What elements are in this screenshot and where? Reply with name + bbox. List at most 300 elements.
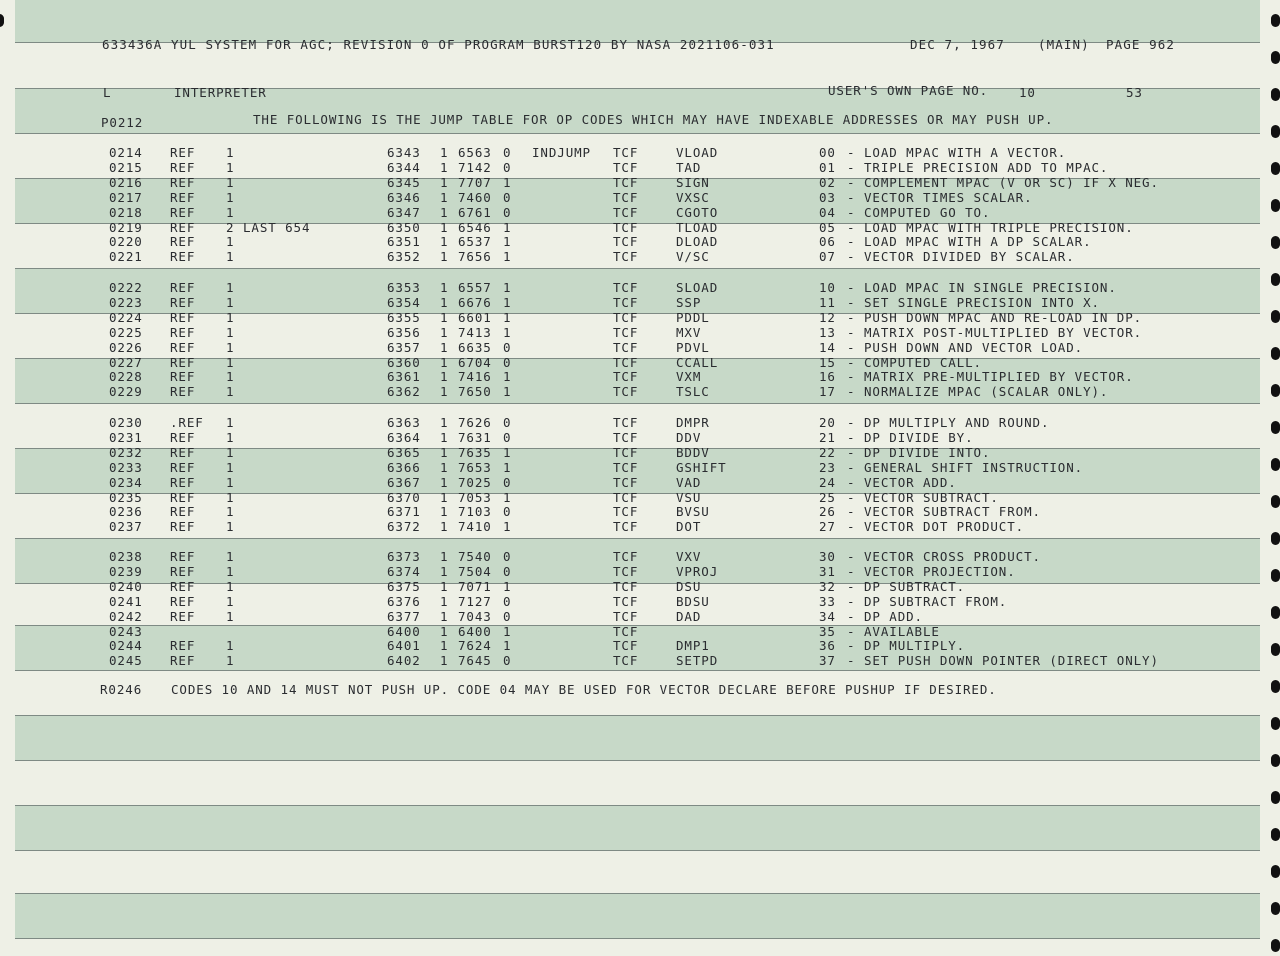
- cell-word: 6400: [458, 624, 492, 639]
- cell-addr: 6367: [387, 475, 421, 490]
- cell-addr: 6343: [387, 145, 421, 160]
- cell-op: TCF: [613, 445, 639, 460]
- cell-parity: 0: [503, 504, 512, 519]
- cell-comment: DP MULTIPLY AND ROUND.: [864, 415, 1050, 430]
- cell-refcount: 1: [226, 594, 235, 609]
- feed-hole: [1271, 680, 1280, 693]
- cell-addr: 6366: [387, 460, 421, 475]
- cell-comment: VECTOR TIMES SCALAR.: [864, 190, 1033, 205]
- footer-note: CODES 10 AND 14 MUST NOT PUSH UP. CODE 04 MAY BE USED FOR VECTOR DECLARE BEFORE PUSHUP IF DESIRED.: [171, 682, 997, 697]
- cell-ref: REF: [170, 653, 196, 668]
- cell-code: 20: [819, 415, 836, 430]
- cell-refcount: 1: [226, 490, 235, 505]
- cell-comment: DP ADD.: [864, 609, 923, 624]
- cell-ref: REF: [170, 220, 196, 235]
- cell-code: 14: [819, 340, 836, 355]
- greenbar-rule: [15, 850, 1260, 851]
- cell-comment: COMPLEMENT MPAC (V OR SC) IF X NEG.: [864, 175, 1159, 190]
- feed-hole: [1271, 310, 1280, 323]
- cell-comment: DP SUBTRACT.: [864, 579, 966, 594]
- cell-operand: GSHIFT: [676, 460, 727, 475]
- code-separator: -: [847, 564, 856, 579]
- cell-ref: REF: [170, 504, 196, 519]
- cell-ref: REF: [170, 175, 196, 190]
- cell-bank: 1: [440, 325, 449, 340]
- cell-op: TCF: [613, 205, 639, 220]
- code-separator: -: [847, 519, 856, 534]
- cell-op: TCF: [613, 340, 639, 355]
- cell-addr: 6376: [387, 594, 421, 609]
- cell-word: 7410: [458, 519, 492, 534]
- cell-addr: 6364: [387, 430, 421, 445]
- cell-addr: 6361: [387, 369, 421, 384]
- cell-word: 7645: [458, 653, 492, 668]
- cell-comment: COMPUTED GO TO.: [864, 205, 991, 220]
- feed-hole: [1271, 495, 1280, 508]
- code-separator: -: [847, 249, 856, 264]
- cell-comment: VECTOR ADD.: [864, 475, 957, 490]
- cell-refcount: 2: [226, 220, 235, 235]
- cell-word: 7650: [458, 384, 492, 399]
- cell-refcount: 1: [226, 430, 235, 445]
- cell-parity: 1: [503, 638, 512, 653]
- cell-code: 23: [819, 460, 836, 475]
- cell-op: TCF: [613, 624, 639, 639]
- cell-line: 0243: [109, 624, 143, 639]
- cell-addr: 6370: [387, 490, 421, 505]
- cell-comment: DP DIVIDE BY.: [864, 430, 974, 445]
- cell-addr: 6362: [387, 384, 421, 399]
- cell-word: 6761: [458, 205, 492, 220]
- cell-line: 0228: [109, 369, 143, 384]
- cell-parity: 0: [503, 475, 512, 490]
- cell-operand: TAD: [676, 160, 702, 175]
- cell-bank: 1: [440, 355, 449, 370]
- cell-refcount: 1: [226, 638, 235, 653]
- cell-code: 32: [819, 579, 836, 594]
- cell-comment: MATRIX PRE-MULTIPLIED BY VECTOR.: [864, 369, 1134, 384]
- cell-parity: 1: [503, 369, 512, 384]
- greenbar-band: [15, 805, 1260, 850]
- cell-comment: VECTOR CROSS PRODUCT.: [864, 549, 1041, 564]
- cell-comment: COMPUTED CALL.: [864, 355, 982, 370]
- log-page-number: 53: [1126, 85, 1143, 100]
- cell-code: 03: [819, 190, 836, 205]
- users-page-label: USER'S OWN PAGE NO.: [828, 83, 989, 98]
- cell-op: TCF: [613, 415, 639, 430]
- code-separator: -: [847, 430, 856, 445]
- greenbar-rule: [15, 133, 1260, 134]
- feed-hole: [1271, 347, 1280, 360]
- cell-op: TCF: [613, 175, 639, 190]
- cell-bank: 1: [440, 430, 449, 445]
- code-separator: -: [847, 325, 856, 340]
- cell-ref: REF: [170, 234, 196, 249]
- code-separator: -: [847, 504, 856, 519]
- cell-addr: 6345: [387, 175, 421, 190]
- cell-code: 16: [819, 369, 836, 384]
- cell-bank: 1: [440, 190, 449, 205]
- cell-op: TCF: [613, 638, 639, 653]
- cell-operand: DOT: [676, 519, 702, 534]
- cell-code: 10: [819, 280, 836, 295]
- cell-ref: REF: [170, 475, 196, 490]
- cell-line: 0232: [109, 445, 143, 460]
- cell-bank: 1: [440, 519, 449, 534]
- cell-bank: 1: [440, 369, 449, 384]
- cell-word: 7142: [458, 160, 492, 175]
- cell-comment: SET PUSH DOWN POINTER (DIRECT ONLY): [864, 653, 1159, 668]
- cell-word: 7071: [458, 579, 492, 594]
- code-separator: -: [847, 310, 856, 325]
- cell-op: TCF: [613, 160, 639, 175]
- cell-addr: 6344: [387, 160, 421, 175]
- code-separator: -: [847, 220, 856, 235]
- cell-op: TCF: [613, 190, 639, 205]
- cell-ref: REF: [170, 249, 196, 264]
- cell-bank: 1: [440, 295, 449, 310]
- cell-addr: 6401: [387, 638, 421, 653]
- cell-bank: 1: [440, 653, 449, 668]
- feed-hole: [1271, 125, 1280, 138]
- feed-hole: [1271, 458, 1280, 471]
- cell-code: 13: [819, 325, 836, 340]
- cell-op: TCF: [613, 564, 639, 579]
- code-separator: -: [847, 384, 856, 399]
- cell-code: 15: [819, 355, 836, 370]
- listing-section: (MAIN): [1038, 37, 1090, 52]
- cell-bank: 1: [440, 475, 449, 490]
- cell-word: 7043: [458, 609, 492, 624]
- cell-parity: 0: [503, 594, 512, 609]
- cell-word: 7635: [458, 445, 492, 460]
- cell-word: 7653: [458, 460, 492, 475]
- cell-operand: MXV: [676, 325, 702, 340]
- cell-comment: VECTOR SUBTRACT.: [864, 490, 999, 505]
- cell-ref: REF: [170, 280, 196, 295]
- code-separator: -: [847, 280, 856, 295]
- cell-code: 07: [819, 249, 836, 264]
- cell-comment: LOAD MPAC WITH A VECTOR.: [864, 145, 1067, 160]
- cell-addr: 6354: [387, 295, 421, 310]
- cell-line: 0219: [109, 220, 143, 235]
- cell-refcount: 1: [226, 460, 235, 475]
- cell-parity: 0: [503, 160, 512, 175]
- cell-line: 0231: [109, 430, 143, 445]
- cell-operand: DMPR: [676, 415, 710, 430]
- cell-ref: REF: [170, 295, 196, 310]
- cell-word: 7127: [458, 594, 492, 609]
- cell-comment: DP DIVIDE INTO.: [864, 445, 991, 460]
- code-separator: -: [847, 145, 856, 160]
- cell-bank: 1: [440, 445, 449, 460]
- cell-addr: 6363: [387, 415, 421, 430]
- cell-code: 30: [819, 549, 836, 564]
- cell-op: TCF: [613, 355, 639, 370]
- cell-parity: 1: [503, 490, 512, 505]
- cell-op: TCF: [613, 519, 639, 534]
- cell-line: 0237: [109, 519, 143, 534]
- cell-bank: 1: [440, 549, 449, 564]
- feed-hole: [1271, 754, 1280, 767]
- cell-addr: 6374: [387, 564, 421, 579]
- cell-bank: 1: [440, 310, 449, 325]
- code-separator: -: [847, 609, 856, 624]
- cell-parity: 1: [503, 295, 512, 310]
- cell-bank: 1: [440, 220, 449, 235]
- cell-ref: REF: [170, 355, 196, 370]
- intro-line-number: P0212: [101, 115, 144, 130]
- code-separator: -: [847, 340, 856, 355]
- cell-operand: DSU: [676, 579, 702, 594]
- cell-parity: 1: [503, 234, 512, 249]
- cell-label: INDJUMP: [532, 145, 591, 160]
- cell-ref: REF: [170, 160, 196, 175]
- cell-operand: VXV: [676, 549, 702, 564]
- cell-refcount: 1: [226, 280, 235, 295]
- cell-op: TCF: [613, 594, 639, 609]
- cell-refcount: 1: [226, 325, 235, 340]
- cell-parity: 1: [503, 384, 512, 399]
- cell-line: 0220: [109, 234, 143, 249]
- feed-hole: [1271, 532, 1280, 545]
- cell-word: 6704: [458, 355, 492, 370]
- cell-operand: BVSU: [676, 504, 710, 519]
- greenbar-band: [15, 715, 1260, 760]
- cell-refcount: 1: [226, 234, 235, 249]
- cell-refcount: 1: [226, 609, 235, 624]
- cell-addr: 6373: [387, 549, 421, 564]
- cell-ref: REF: [170, 205, 196, 220]
- cell-code: 36: [819, 638, 836, 653]
- cell-addr: 6350: [387, 220, 421, 235]
- cell-addr: 6402: [387, 653, 421, 668]
- cell-addr: 6375: [387, 579, 421, 594]
- greenbar-rule: [15, 670, 1260, 671]
- cell-parity: 0: [503, 145, 512, 160]
- cell-addr: 6377: [387, 609, 421, 624]
- cell-parity: 1: [503, 519, 512, 534]
- greenbar-rule: [15, 268, 1260, 269]
- cell-operand: DAD: [676, 609, 702, 624]
- cell-addr: 6346: [387, 190, 421, 205]
- cell-parity: 0: [503, 190, 512, 205]
- cell-operand: VAD: [676, 475, 702, 490]
- cell-parity: 0: [503, 549, 512, 564]
- cell-code: 24: [819, 475, 836, 490]
- cell-parity: 1: [503, 249, 512, 264]
- code-separator: -: [847, 624, 856, 639]
- cell-bank: 1: [440, 490, 449, 505]
- cell-addr: 6372: [387, 519, 421, 534]
- feed-hole: [1271, 606, 1280, 619]
- cell-line: 0216: [109, 175, 143, 190]
- cell-ref: REF: [170, 490, 196, 505]
- cell-line: 0218: [109, 205, 143, 220]
- cell-code: 21: [819, 430, 836, 445]
- cell-comment: MATRIX POST-MULTIPLIED BY VECTOR.: [864, 325, 1143, 340]
- greenbar-rule: [15, 715, 1260, 716]
- cell-parity: 1: [503, 624, 512, 639]
- code-separator: -: [847, 445, 856, 460]
- cell-addr: 6400: [387, 624, 421, 639]
- cell-comment: DP MULTIPLY.: [864, 638, 966, 653]
- cell-operand: VLOAD: [676, 145, 719, 160]
- cell-code: 35: [819, 624, 836, 639]
- cell-bank: 1: [440, 384, 449, 399]
- cell-operand: SIGN: [676, 175, 710, 190]
- cell-op: TCF: [613, 310, 639, 325]
- cell-parity: 0: [503, 355, 512, 370]
- greenbar-rule: [15, 760, 1260, 761]
- cell-code: 33: [819, 594, 836, 609]
- cell-line: 0227: [109, 355, 143, 370]
- cell-operand: BDSU: [676, 594, 710, 609]
- page-number: PAGE 962: [1106, 37, 1176, 52]
- cell-bank: 1: [440, 579, 449, 594]
- cell-refcount: 1: [226, 175, 235, 190]
- cell-code: 22: [819, 445, 836, 460]
- cell-ref: REF: [170, 190, 196, 205]
- cell-bank: 1: [440, 415, 449, 430]
- cell-bank: 1: [440, 638, 449, 653]
- cell-comment: GENERAL SHIFT INSTRUCTION.: [864, 460, 1084, 475]
- cell-refcount: 1: [226, 160, 235, 175]
- cell-operand: SSP: [676, 295, 702, 310]
- cell-word: 7413: [458, 325, 492, 340]
- cell-line: 0242: [109, 609, 143, 624]
- cell-comment: TRIPLE PRECISION ADD TO MPAC.: [864, 160, 1109, 175]
- cell-parity: 1: [503, 310, 512, 325]
- cell-code: 11: [819, 295, 836, 310]
- feed-hole: [1271, 865, 1280, 878]
- log-section-name: INTERPRETER: [174, 85, 267, 100]
- cell-code: 26: [819, 504, 836, 519]
- cell-refcount: 1: [226, 504, 235, 519]
- cell-bank: 1: [440, 624, 449, 639]
- cell-code: 27: [819, 519, 836, 534]
- cell-line: 0245: [109, 653, 143, 668]
- cell-comment: PUSH DOWN MPAC AND RE-LOAD IN DP.: [864, 310, 1143, 325]
- cell-op: TCF: [613, 280, 639, 295]
- cell-operand: DMP1: [676, 638, 710, 653]
- cell-word: 7460: [458, 190, 492, 205]
- cell-code: 00: [819, 145, 836, 160]
- cell-line: 0223: [109, 295, 143, 310]
- cell-operand: BDDV: [676, 445, 710, 460]
- cell-bank: 1: [440, 280, 449, 295]
- cell-refcount: 1: [226, 340, 235, 355]
- cell-op: TCF: [613, 653, 639, 668]
- cell-code: 04: [819, 205, 836, 220]
- cell-bank: 1: [440, 564, 449, 579]
- footer-line-number: R0246: [100, 682, 143, 697]
- feed-hole: [1271, 199, 1280, 212]
- cell-operand: SLOAD: [676, 280, 719, 295]
- cell-word: 6601: [458, 310, 492, 325]
- feed-hole: [1271, 421, 1280, 434]
- cell-ref: REF: [170, 325, 196, 340]
- cell-ref: REF: [170, 579, 196, 594]
- cell-refcount: 1: [226, 190, 235, 205]
- cell-refcount: 1: [226, 653, 235, 668]
- cell-line: 0236: [109, 504, 143, 519]
- cell-op: TCF: [613, 384, 639, 399]
- cell-op: TCF: [613, 369, 639, 384]
- feed-hole: [1271, 791, 1280, 804]
- cell-addr: 6360: [387, 355, 421, 370]
- code-separator: -: [847, 549, 856, 564]
- cell-op: TCF: [613, 460, 639, 475]
- cell-ref: REF: [170, 369, 196, 384]
- cell-word: 7631: [458, 430, 492, 445]
- feed-hole: [0, 14, 4, 27]
- cell-word: 7103: [458, 504, 492, 519]
- cell-word: 7656: [458, 249, 492, 264]
- cell-line: 0230: [109, 415, 143, 430]
- cell-word: 7707: [458, 175, 492, 190]
- cell-operand: VPROJ: [676, 564, 719, 579]
- cell-operand: VXM: [676, 369, 702, 384]
- cell-addr: 6357: [387, 340, 421, 355]
- cell-refcount: 1: [226, 369, 235, 384]
- cell-addr: 6353: [387, 280, 421, 295]
- code-separator: -: [847, 579, 856, 594]
- cell-code: 17: [819, 384, 836, 399]
- code-separator: -: [847, 490, 856, 505]
- greenbar-rule: [15, 403, 1260, 404]
- cell-op: TCF: [613, 549, 639, 564]
- feed-hole: [1271, 717, 1280, 730]
- cell-bank: 1: [440, 234, 449, 249]
- cell-line: 0226: [109, 340, 143, 355]
- cell-operand: PDDL: [676, 310, 710, 325]
- cell-last: LAST 654: [243, 220, 311, 235]
- code-separator: -: [847, 175, 856, 190]
- cell-comment: NORMALIZE MPAC (SCALAR ONLY).: [864, 384, 1109, 399]
- cell-operand: CCALL: [676, 355, 719, 370]
- greenbar-rule: [15, 893, 1260, 894]
- cell-addr: 6365: [387, 445, 421, 460]
- greenbar-rule: [15, 538, 1260, 539]
- cell-word: 7416: [458, 369, 492, 384]
- cell-comment: SET SINGLE PRECISION INTO X.: [864, 295, 1100, 310]
- cell-refcount: 1: [226, 579, 235, 594]
- cell-refcount: 1: [226, 205, 235, 220]
- cell-word: 7504: [458, 564, 492, 579]
- cell-comment: AVAILABLE: [864, 624, 940, 639]
- cell-comment: LOAD MPAC WITH A DP SCALAR.: [864, 234, 1092, 249]
- code-separator: -: [847, 355, 856, 370]
- cell-addr: 6347: [387, 205, 421, 220]
- cell-code: 02: [819, 175, 836, 190]
- feed-hole: [1271, 14, 1280, 27]
- cell-comment: LOAD MPAC WITH TRIPLE PRECISION.: [864, 220, 1134, 235]
- cell-refcount: 1: [226, 310, 235, 325]
- cell-code: 06: [819, 234, 836, 249]
- cell-operand: TSLC: [676, 384, 710, 399]
- cell-parity: 1: [503, 325, 512, 340]
- cell-line: 0240: [109, 579, 143, 594]
- feed-hole: [1271, 51, 1280, 64]
- cell-code: 05: [819, 220, 836, 235]
- cell-line: 0215: [109, 160, 143, 175]
- cell-ref: REF: [170, 564, 196, 579]
- cell-op: TCF: [613, 249, 639, 264]
- cell-line: 0233: [109, 460, 143, 475]
- cell-code: 25: [819, 490, 836, 505]
- cell-code: 37: [819, 653, 836, 668]
